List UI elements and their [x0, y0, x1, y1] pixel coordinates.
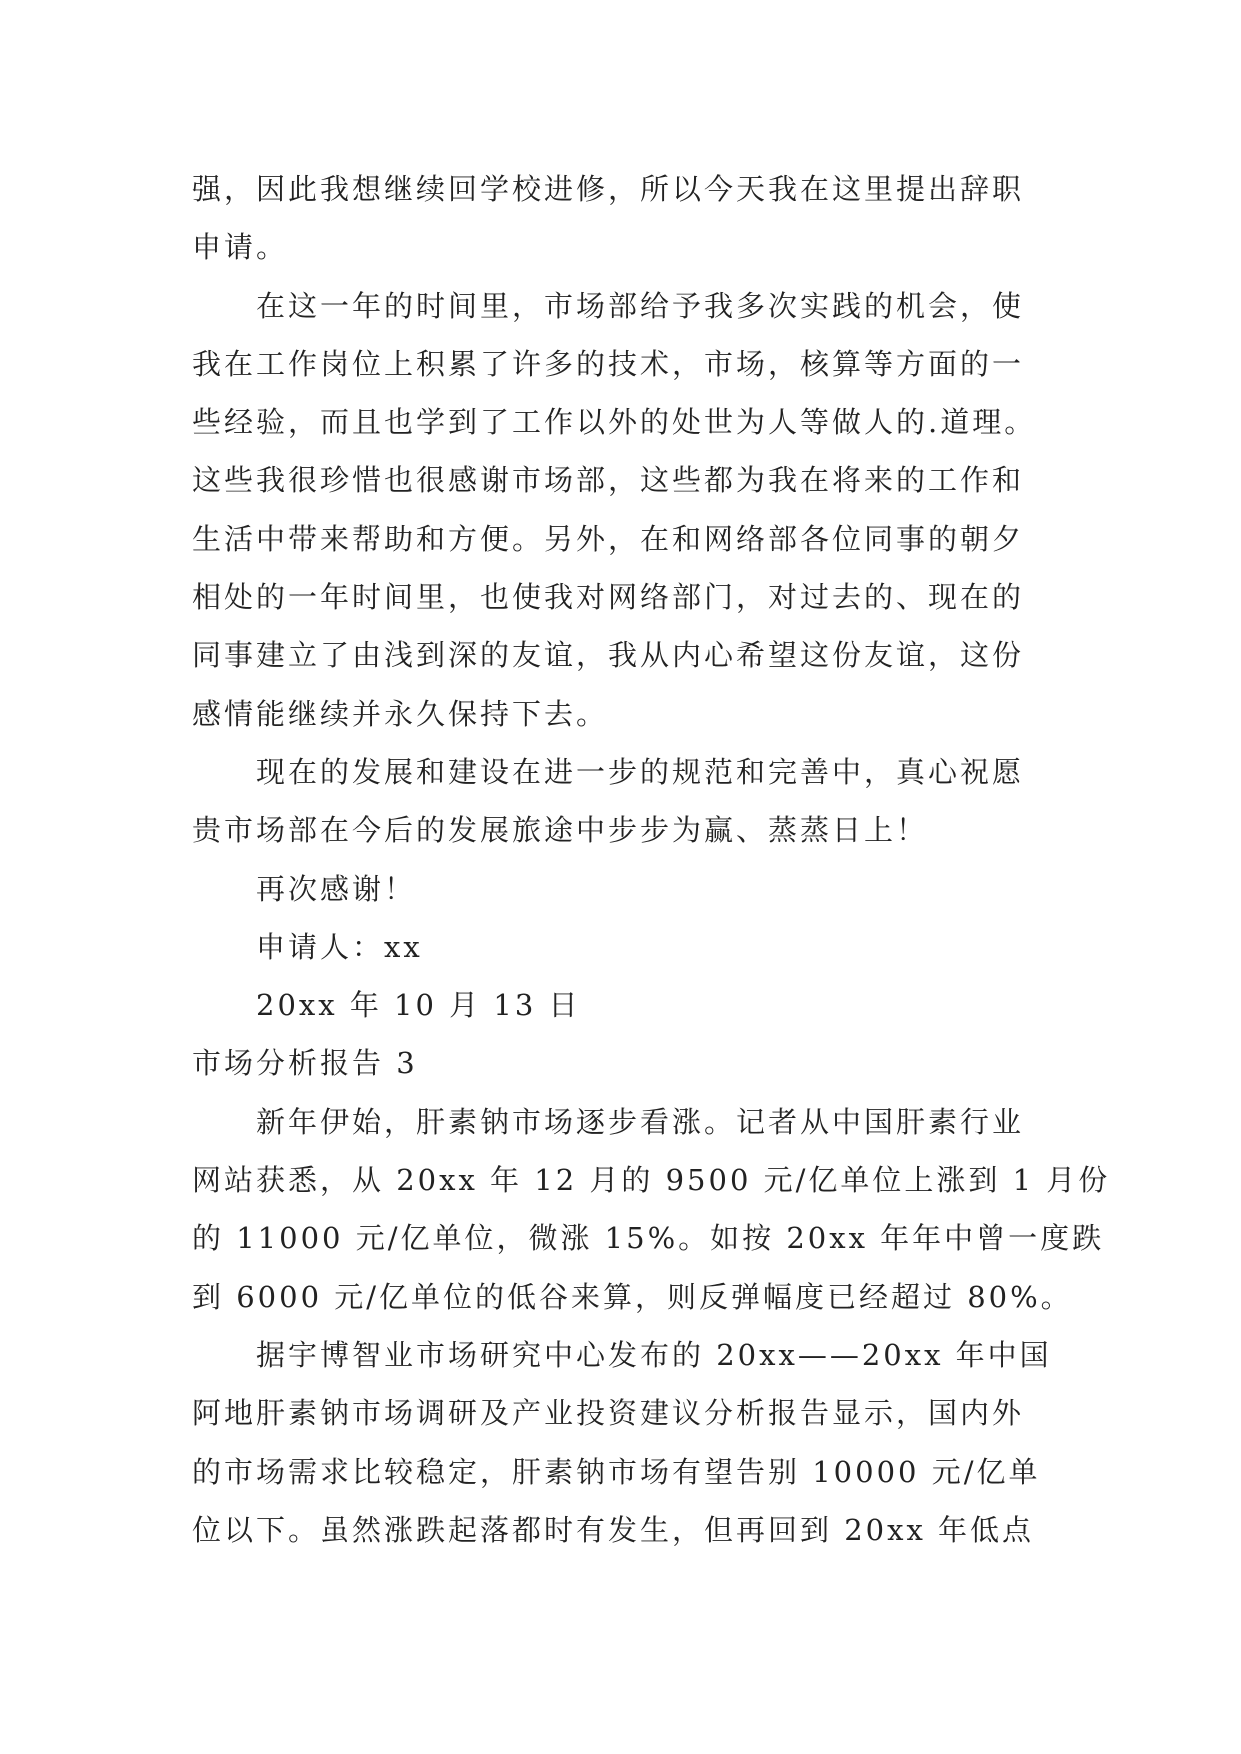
- text-line: 这些我很珍惜也很感谢市场部，这些都为我在将来的工作和: [192, 463, 1025, 498]
- text-line: 申请。: [192, 230, 289, 265]
- text-line: 些经验，而且也学到了工作以外的处世为人等做人的.道理。: [192, 405, 1037, 440]
- text-line: 网站获悉，从 20xx 年 12 月的 9500 元/亿单位上涨到 1 月份: [192, 1163, 1111, 1198]
- text-line: 申请人：xx: [256, 929, 423, 964]
- text-line: 感情能继续并永久保持下去。: [192, 696, 609, 731]
- text-line: 相处的一年时间里，也使我对网络部门，对过去的、现在的: [192, 580, 1025, 615]
- text-line: 新年伊始，肝素钠市场逐步看涨。记者从中国肝素行业: [256, 1104, 1025, 1139]
- text-line: 位以下。虽然涨跌起落都时有发生，但再回到 20xx 年低点: [192, 1512, 1035, 1547]
- text-line: 生活中带来帮助和方便。另外，在和网络部各位同事的朝夕: [192, 521, 1025, 556]
- text-line: 强，因此我想继续回学校进修，所以今天我在这里提出辞职: [192, 172, 1025, 206]
- text-line: 的 11000 元/亿单位，微涨 15%。如按 20xx 年年中曾一度跌: [192, 1221, 1105, 1256]
- text-line: 的市场需求比较稳定，肝素钠市场有望告别 10000 元/亿单: [192, 1454, 1041, 1489]
- text-line: 在这一年的时间里，市场部给予我多次实践的机会，使: [256, 288, 1025, 323]
- text-line: 据宇博智业市场研究中心发布的 20xx——20xx 年中国: [256, 1337, 1052, 1372]
- text-line: 市场分析报告 3: [192, 1046, 418, 1081]
- text-line: 阿地肝素钠市场调研及产业投资建议分析报告显示，国内外: [192, 1396, 1025, 1431]
- text-line: 20xx 年 10 月 13 日: [256, 988, 581, 1023]
- text-line: 我在工作岗位上积累了许多的技术，市场，核算等方面的一: [192, 346, 1025, 381]
- text-line: 贵市场部在今后的发展旅途中步步为赢、蒸蒸日上！: [192, 813, 929, 848]
- document-body: [192, 160, 1111, 1559]
- text-line: 到 6000 元/亿单位的低谷来算，则反弹幅度已经超过 80%。: [192, 1279, 1073, 1314]
- text-line: 同事建立了由浅到深的友谊，我从内心希望这份友谊，这份: [192, 638, 1025, 673]
- text-line: 现在的发展和建设在进一步的规范和完善中，真心祝愿: [256, 754, 1025, 789]
- text-line: 再次感谢！: [256, 871, 417, 906]
